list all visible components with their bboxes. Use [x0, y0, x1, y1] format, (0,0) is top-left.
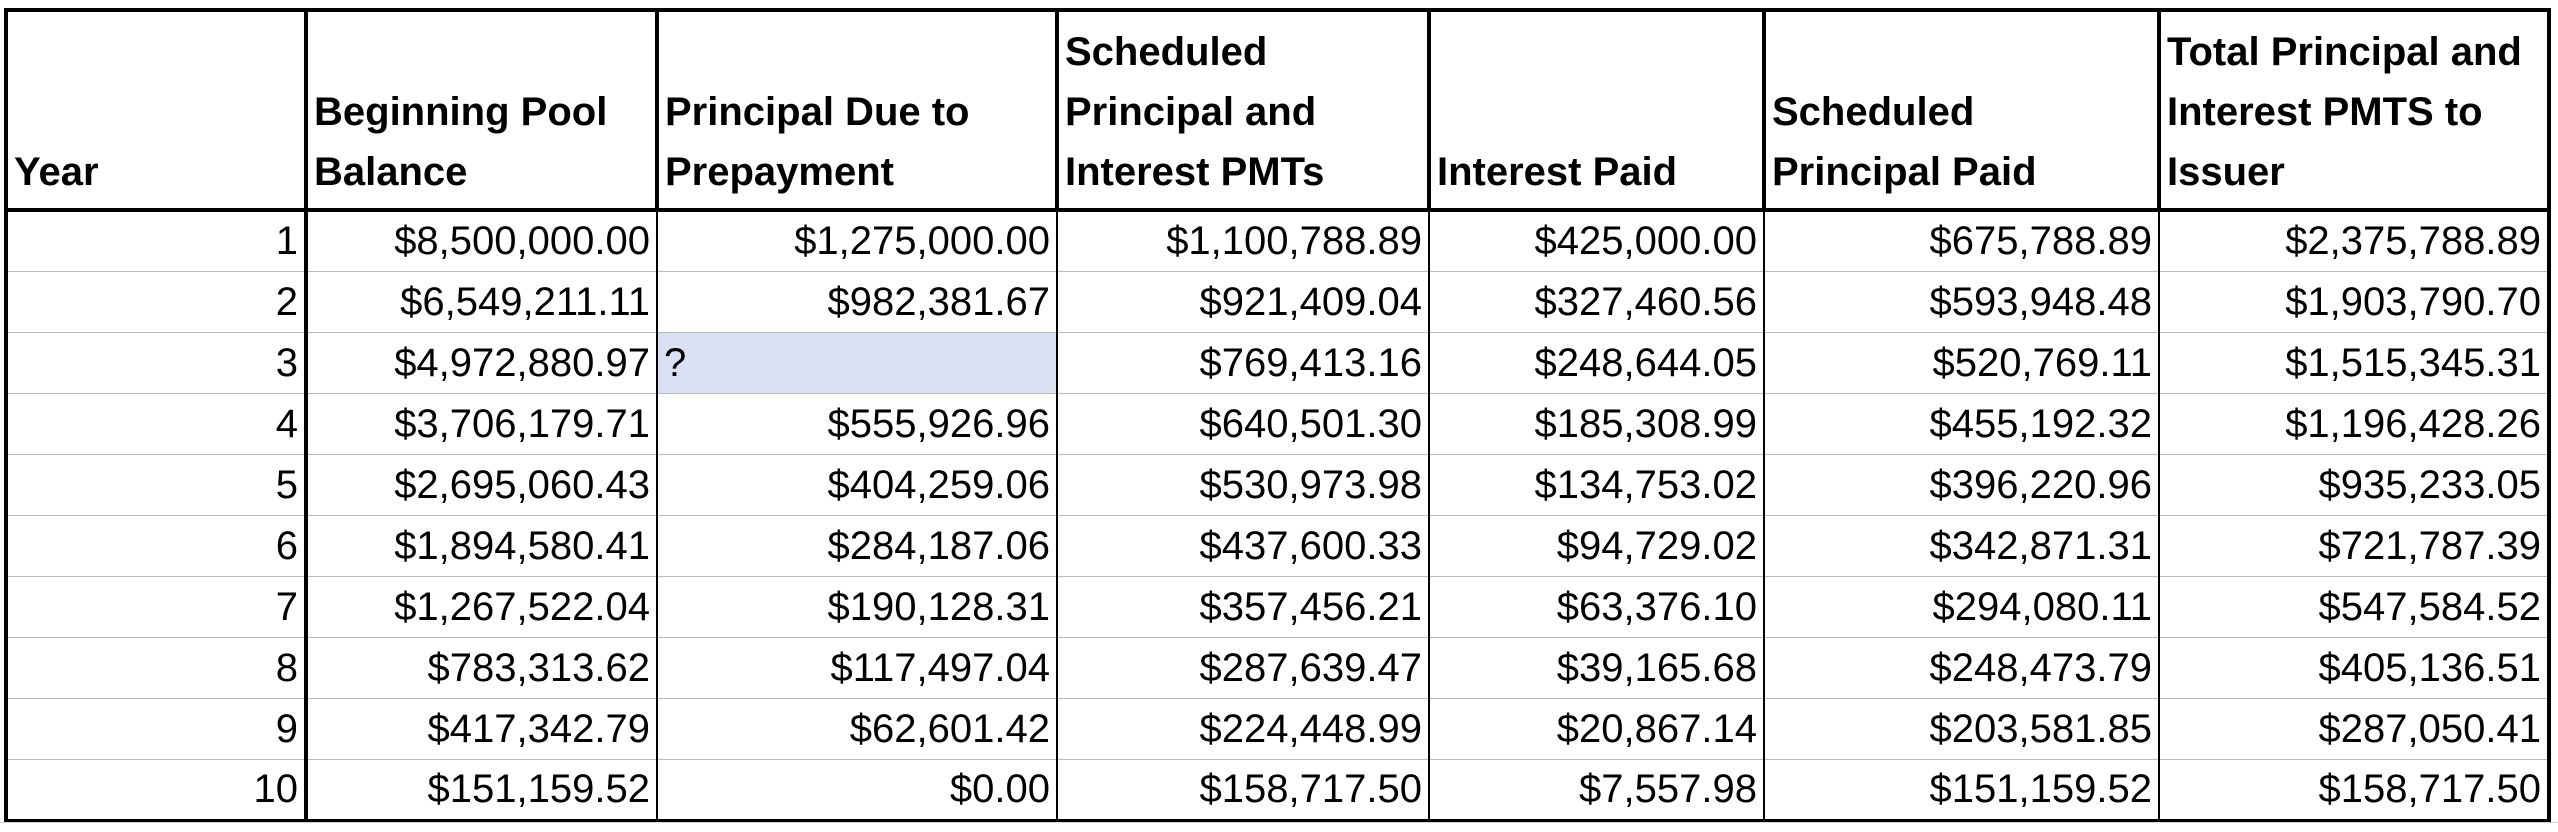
- cell-beginning-balance[interactable]: $151,159.52: [306, 760, 657, 822]
- cell-scheduled-pi[interactable]: $158,717.50: [1057, 760, 1429, 822]
- cell-prepayment-selected[interactable]: ?: [657, 333, 1057, 394]
- cell-year[interactable]: 8: [6, 638, 306, 699]
- cell-year[interactable]: 7: [6, 577, 306, 638]
- cell-year[interactable]: 4: [6, 394, 306, 455]
- cell-scheduled-principal[interactable]: $342,871.31: [1764, 516, 2159, 577]
- cell-beginning-balance[interactable]: $1,894,580.41: [306, 516, 657, 577]
- cell-scheduled-pi[interactable]: $224,448.99: [1057, 699, 1429, 760]
- cell-scheduled-pi[interactable]: $769,413.16: [1057, 333, 1429, 394]
- cell-scheduled-pi[interactable]: $921,409.04: [1057, 272, 1429, 333]
- cell-total-to-issuer[interactable]: $1,903,790.70: [2159, 272, 2549, 333]
- cell-scheduled-pi[interactable]: $287,639.47: [1057, 638, 1429, 699]
- cell-interest-paid[interactable]: $248,644.05: [1429, 333, 1764, 394]
- table-row: [6, 760, 2549, 822]
- cell-interest-paid[interactable]: $7,557.98: [1429, 760, 1764, 822]
- header-principal-due-to-prepayment[interactable]: Principal Due to Prepayment: [657, 10, 1057, 210]
- header-year[interactable]: Year: [6, 10, 306, 210]
- cell-scheduled-principal[interactable]: $593,948.48: [1764, 272, 2159, 333]
- cell-beginning-balance[interactable]: $417,342.79: [306, 699, 657, 760]
- cell-interest-paid[interactable]: $63,376.10: [1429, 577, 1764, 638]
- cell-scheduled-principal[interactable]: $248,473.79: [1764, 638, 2159, 699]
- cell-total-to-issuer[interactable]: $405,136.51: [2159, 638, 2549, 699]
- cell-scheduled-principal[interactable]: $151,159.52: [1764, 760, 2159, 822]
- header-scheduled-principal-paid[interactable]: Scheduled Principal Paid: [1764, 10, 2159, 210]
- cell-total-to-issuer[interactable]: $547,584.52: [2159, 577, 2549, 638]
- header-row: [6, 10, 2549, 210]
- cell-prepayment[interactable]: $62,601.42: [657, 699, 1057, 760]
- cell-beginning-balance[interactable]: $783,313.62: [306, 638, 657, 699]
- cell-scheduled-principal[interactable]: $675,788.89: [1764, 210, 2159, 272]
- cell-total-to-issuer[interactable]: $721,787.39: [2159, 516, 2549, 577]
- cell-scheduled-principal[interactable]: $396,220.96: [1764, 455, 2159, 516]
- table-row: [6, 333, 2549, 394]
- cell-scheduled-pi[interactable]: $530,973.98: [1057, 455, 1429, 516]
- cell-scheduled-pi[interactable]: $1,100,788.89: [1057, 210, 1429, 272]
- table-row: [6, 577, 2549, 638]
- cell-scheduled-pi[interactable]: $437,600.33: [1057, 516, 1429, 577]
- cell-interest-paid[interactable]: $134,753.02: [1429, 455, 1764, 516]
- cell-interest-paid[interactable]: $39,165.68: [1429, 638, 1764, 699]
- cell-prepayment[interactable]: $190,128.31: [657, 577, 1057, 638]
- cell-prepayment[interactable]: $0.00: [657, 760, 1057, 822]
- cell-scheduled-pi[interactable]: $357,456.21: [1057, 577, 1429, 638]
- header-scheduled-principal-and-interest[interactable]: Scheduled Principal and Interest PMTs: [1057, 10, 1429, 210]
- cell-year[interactable]: 2: [6, 272, 306, 333]
- cell-year[interactable]: 9: [6, 699, 306, 760]
- cell-beginning-balance[interactable]: $1,267,522.04: [306, 577, 657, 638]
- cell-total-to-issuer[interactable]: $2,375,788.89: [2159, 210, 2549, 272]
- cell-prepayment[interactable]: $284,187.06: [657, 516, 1057, 577]
- cell-beginning-balance[interactable]: $8,500,000.00: [306, 210, 657, 272]
- cell-year[interactable]: 10: [6, 760, 306, 822]
- cell-beginning-balance[interactable]: $4,972,880.97: [306, 333, 657, 394]
- table-row: [6, 210, 2549, 272]
- table-row: [6, 394, 2549, 455]
- cell-scheduled-principal[interactable]: $294,080.11: [1764, 577, 2159, 638]
- table-row: [6, 516, 2549, 577]
- cell-total-to-issuer[interactable]: $287,050.41: [2159, 699, 2549, 760]
- table-row: [6, 638, 2549, 699]
- cell-total-to-issuer[interactable]: $1,515,345.31: [2159, 333, 2549, 394]
- cell-beginning-balance[interactable]: $3,706,179.71: [306, 394, 657, 455]
- cell-scheduled-principal[interactable]: $203,581.85: [1764, 699, 2159, 760]
- cell-year[interactable]: 6: [6, 516, 306, 577]
- cell-total-to-issuer[interactable]: $158,717.50: [2159, 760, 2549, 822]
- table-row: [6, 272, 2549, 333]
- cell-prepayment[interactable]: $982,381.67: [657, 272, 1057, 333]
- header-total-pmts-to-issuer[interactable]: Total Principal and Interest PMTS to Issuer: [2159, 10, 2549, 210]
- cell-interest-paid[interactable]: $20,867.14: [1429, 699, 1764, 760]
- cell-total-to-issuer[interactable]: $1,196,428.26: [2159, 394, 2549, 455]
- mortgage-pool-table: [4, 8, 2551, 823]
- cell-interest-paid[interactable]: $327,460.56: [1429, 272, 1764, 333]
- cell-total-to-issuer[interactable]: $935,233.05: [2159, 455, 2549, 516]
- header-beginning-pool-balance[interactable]: Beginning Pool Balance: [306, 10, 657, 210]
- cell-interest-paid[interactable]: $94,729.02: [1429, 516, 1764, 577]
- cell-year[interactable]: 5: [6, 455, 306, 516]
- cell-scheduled-pi[interactable]: $640,501.30: [1057, 394, 1429, 455]
- cell-scheduled-principal[interactable]: $520,769.11: [1764, 333, 2159, 394]
- cell-prepayment[interactable]: $404,259.06: [657, 455, 1057, 516]
- cell-beginning-balance[interactable]: $2,695,060.43: [306, 455, 657, 516]
- cell-year[interactable]: 1: [6, 210, 306, 272]
- sheet-gridline: [0, 822, 2558, 823]
- table-row: [6, 455, 2549, 516]
- cell-prepayment[interactable]: $117,497.04: [657, 638, 1057, 699]
- cell-interest-paid[interactable]: $185,308.99: [1429, 394, 1764, 455]
- cell-year[interactable]: 3: [6, 333, 306, 394]
- cell-beginning-balance[interactable]: $6,549,211.11: [306, 272, 657, 333]
- table-row: [6, 699, 2549, 760]
- header-interest-paid[interactable]: Interest Paid: [1429, 10, 1764, 210]
- cell-prepayment[interactable]: $1,275,000.00: [657, 210, 1057, 272]
- cell-interest-paid[interactable]: $425,000.00: [1429, 210, 1764, 272]
- cell-prepayment[interactable]: $555,926.96: [657, 394, 1057, 455]
- cell-scheduled-principal[interactable]: $455,192.32: [1764, 394, 2159, 455]
